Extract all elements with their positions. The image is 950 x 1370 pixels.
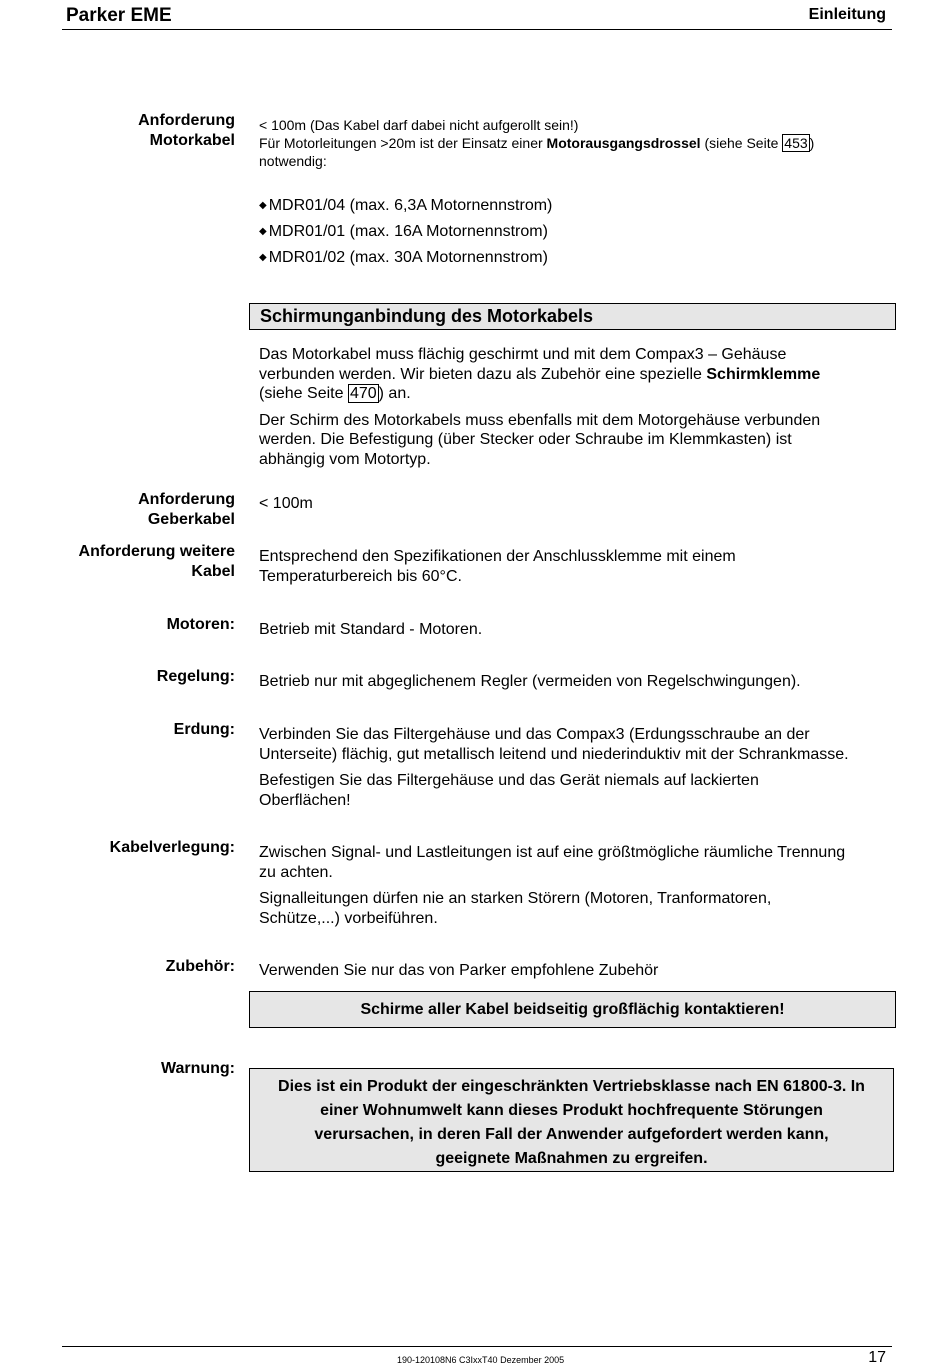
label-line: Motorkabel xyxy=(149,132,235,149)
kabelverlegung-text xyxy=(259,843,899,928)
bullet-item xyxy=(259,196,552,216)
bullet-text: MDR01/04 (max. 6,3A Motornennstrom) xyxy=(268,197,553,214)
zubehoer-text: Verwenden Sie nur das von Parker empfohlene Zubehör xyxy=(259,962,659,979)
paragraph-line: Schütze,...) vorbeiführen. xyxy=(259,909,438,927)
header-rule xyxy=(62,29,892,30)
label-warnung: Warnung: xyxy=(160,1060,235,1077)
label-kabelverlegung: Kabelverlegung: xyxy=(109,839,235,856)
text-run: ) xyxy=(809,135,815,151)
label-line: Kabel xyxy=(191,563,235,580)
paragraph-line: werden. Die Befestigung (über Stecker oder Schraube im Klemmkasten) ist xyxy=(259,431,792,448)
label-geberkabel xyxy=(35,490,235,530)
bullet-text: MDR01/02 (max. 30A Motornennstrom) xyxy=(268,249,548,266)
geberkabel-text: < 100m xyxy=(259,495,313,512)
section-body xyxy=(259,345,899,469)
motorkabel-text xyxy=(259,116,899,170)
paragraph-line: Zwischen Signal- und Lastleitungen ist auf eine größtmögliche räumliche Trennung xyxy=(259,844,846,861)
text-run: (siehe Seite xyxy=(700,135,783,151)
label-weitere-kabel xyxy=(35,542,235,582)
paragraph-line: Verbinden Sie das Filtergehäuse und das Compax3 (Erdungsschraube an der xyxy=(259,726,810,743)
paragraph-line: Entsprechend den Spezifikationen der Anschlussklemme mit einem xyxy=(259,548,736,565)
label-line: Anforderung weitere xyxy=(78,543,235,560)
paragraph-line: abhängig vom Motortyp. xyxy=(259,450,431,468)
header-chapter: Einleitung xyxy=(808,6,886,23)
diamond-bullet-icon: ◆ xyxy=(259,226,267,237)
paragraph-line: Temperaturbereich bis 60°C. xyxy=(259,567,462,585)
section-heading: Schirmunganbindung des Motorkabels xyxy=(260,306,594,326)
footer-document-id: 190-120108N6 C3IxxT40 Dezember 2005 xyxy=(397,1355,565,1365)
note-box: Schirme aller Kabel beidseitig großflächig kontaktieren! xyxy=(249,991,896,1028)
regelung-text: Betrieb nur mit abgeglichenem Regler (vermeiden von Regelschwingungen). xyxy=(259,673,801,690)
label-line: Geberkabel xyxy=(147,511,235,528)
label-motorkabel xyxy=(35,111,235,151)
header-company: Parker EME xyxy=(66,5,172,26)
paragraph-line xyxy=(259,365,899,385)
warning-line: verursachen, in deren Fall der Anwender aufgefordert werden kann, xyxy=(314,1126,829,1143)
text-run: ) an. xyxy=(378,385,411,402)
text-run: Für Motorleitungen >20m ist der Einsatz einer xyxy=(259,135,547,151)
paragraph-line: Befestigen Sie das Filtergehäuse und das Gerät niemals auf lackierten xyxy=(259,772,759,789)
paragraph-line: Das Motorkabel muss flächig geschirmt und mit dem Compax3 – Gehäuse xyxy=(259,346,787,363)
label-zubehoer: Zubehör: xyxy=(165,958,235,975)
paragraph-line: Signalleitungen dürfen nie an starken Störern (Motoren, Tranformatoren, xyxy=(259,890,772,907)
motoren-text: Betrieb mit Standard - Motoren. xyxy=(259,621,483,638)
motorkabel-line1: < 100m (Das Kabel darf dabei nicht aufgerollt sein!) xyxy=(259,117,579,133)
label-regelung: Regelung: xyxy=(156,668,235,685)
diamond-bullet-icon: ◆ xyxy=(259,200,267,211)
page-reference-link[interactable]: 453 xyxy=(784,135,808,151)
section-heading-box xyxy=(249,303,896,330)
bullet-text: MDR01/01 (max. 16A Motornennstrom) xyxy=(268,223,548,240)
paragraph-line: Oberflächen! xyxy=(259,791,351,809)
diamond-bullet-icon: ◆ xyxy=(259,252,267,263)
label-line: Anforderung xyxy=(138,112,235,129)
bullet-item xyxy=(259,222,548,242)
label-erdung: Erdung: xyxy=(173,721,235,738)
motorkabel-line2 xyxy=(259,134,899,152)
text-run: verbunden werden. Wir bieten dazu als Zubehör eine spezielle xyxy=(259,365,707,383)
footer-rule xyxy=(62,1346,892,1347)
page-number: 17 xyxy=(868,1349,886,1366)
paragraph-line: Der Schirm des Motorkabels muss ebenfalls mit dem Motorgehäuse verbunden xyxy=(259,411,821,429)
paragraph-line xyxy=(259,384,899,404)
warning-line: Dies ist ein Produkt der eingeschränkten Vertriebsklasse nach EN 61800-3. In xyxy=(278,1078,865,1095)
paragraph-line: zu achten. xyxy=(259,863,333,881)
label-motoren: Motoren: xyxy=(166,616,235,633)
warning-box xyxy=(249,1068,894,1172)
paragraph-line: Unterseite) flächig, gut metallisch leitend und niederinduktiv mit der Schrankmasse. xyxy=(259,745,849,763)
warning-line: einer Wohnumwelt kann dieses Produkt hochfrequente Störungen xyxy=(320,1102,823,1119)
bullet-item xyxy=(259,248,548,268)
page-reference-link[interactable]: 470 xyxy=(349,385,377,402)
warning-line: geeignete Maßnahmen zu ergreifen. xyxy=(435,1150,708,1167)
label-line: Anforderung xyxy=(138,491,235,508)
weitere-text xyxy=(259,547,899,586)
bold-term: Schirmklemme xyxy=(706,365,821,383)
motorkabel-line3: notwendig: xyxy=(259,153,327,169)
text-run: (siehe Seite xyxy=(259,385,348,402)
erdung-text xyxy=(259,725,899,810)
bold-term: Motorausgangsdrossel xyxy=(546,135,701,151)
